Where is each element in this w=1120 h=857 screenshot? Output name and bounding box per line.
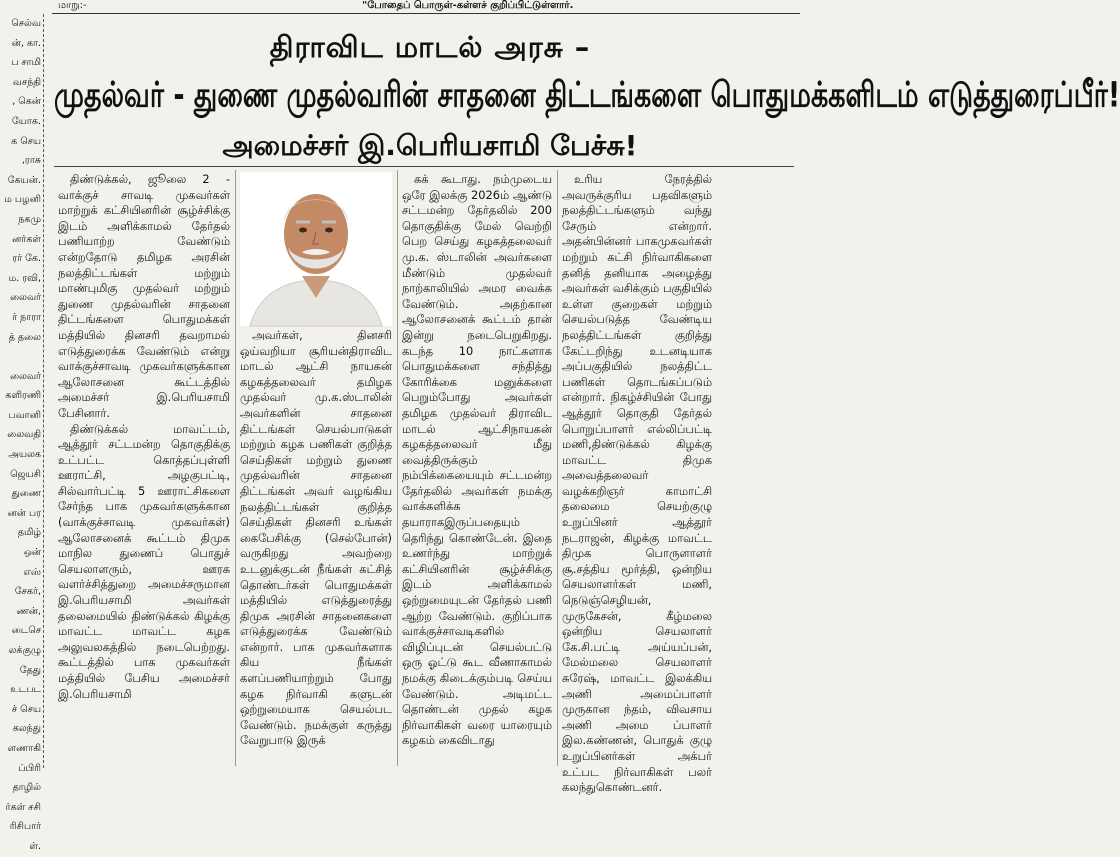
adjacent-article-line: தமிழ்: [17, 527, 41, 539]
headline-subtitle: அமைச்சர் இ.பெரியசாமி பேச்சு!: [222, 129, 638, 162]
adjacent-article-line: ம. ரவி,: [8, 272, 41, 284]
adjacent-article-line: ச் செய: [11, 703, 41, 715]
article-paragraph: அவர்கள், தினசரி ஒய்வறியா சூரியன்திராவிட மாடல் ஆட்சி நாயகன் கழகத்தலைவர் தமிழக முதல்வர் மு.க.ஸ்டாலின் அவர்களின் சாதனை திட்டங்கள் செயல்பாடுகள் மற்றும் கழக பணிகள் குறித்த செய்திகள் மற்றும் துணை முதல்வரின் சாதனை திட்டங்கள் அவர் வழங்கிய நலத்திட்டங்கள் குறித்த செய்திகள் தினசரி உங்கள் கைபேசிக்கு (செல்போன்) வருகிறது அவற்றை உடனுக்குடன் நீங்கள் கட்சித் தொண்டர்கள் பொதுமக்கள் மத்தியில் எடுத்துரைத்து திமுக அரசின் சாதனைகளை எடுத்துரைக்க வேண்டும் என்றார். பாக முகவர்களாக கிய நீங்கள் களப்பணியாற்றும் போது கழக நிர்வாகி களுடன் ஒற்றுமையாக செயல்பட வேண்டும். நமக்குள் கருத்து வேறுபாடு இருக்: [240, 328, 392, 748]
previous-article-strip: [52, 0, 800, 14]
adjacent-article-line: லக்குழு: [8, 645, 41, 656]
adjacent-article-line: ர் நாரா: [12, 311, 41, 323]
adjacent-article-line: தாழில்: [12, 782, 41, 794]
adjacent-article-line: தேது: [19, 664, 41, 676]
adjacent-article-line: லைவர்: [10, 292, 41, 304]
adjacent-article-line: லைவர்: [10, 370, 41, 382]
adjacent-article-line: ப்பிரி: [18, 762, 41, 774]
previous-article-fragment-left: மாறு:-: [58, 0, 87, 11]
headline-rule: [54, 166, 794, 167]
adjacent-article-line: லைவதி: [7, 429, 41, 441]
article-paragraph: உரிய நேரத்தில் அவருக்குரிய பதவிகளும் நலத்திட்டங்களும் வந்து சேரும் என்றார். அதன்பின்னர் பாகமுகவர்கள் மற்றும் கட்சி நிர்வாகிகளை தனித் தனியாக அழைத்து அவர்கள் வசிக்கும் பகுதியில் உள்ள குறைகள் மற்றும் செயல்படுத்த வேண்டிய நலத்திட்டங்கள் குறித்து கேட்டறிந்து உடனடியாக அப்பகுதியில் நலத்திட்ட பணிகள் தொடங்கப்படும் என்றார். நிகழ்ச்சியின் போது ஆத்தூர் தொகுதி தேர்தல் பொறுப்பாளர் எல்லிப்பட்டி மணி,திண்டுக்கல் கிழக்கு மாவட்ட திமுக அவைத்தலைவர் வழக்கறிஞர் காமாட்சி தலைமை செயற்குழு உறுப்பினர் ஆத்தூர் நடராஜன், கிழக்கு மாவட்ட திமுக பொருளாளர் சூ.சத்திய மூர்த்தி, ஒன்றிய செயலாளர்கள் மணி, நெடுஞ்செழியன், முருகேசன், கீழ்மலை ஒன்றிய செயலாளர் கே.சி.பட்டி அய்யப்பன், மேல்மலை செயலாளர் சுரேஷ், மாவட்ட இலக்கிய அணி அமைப்பாளர் முருகான ந்தம், விவசாய அணி அமை ப்பாளர் இல.கண்ணன், பொதுக் குழு உறுப்பினர்கள் அக்பர் உட்பட நிர்வாகிகள் பலர் கலந்துகொண்டனர்.: [562, 172, 712, 795]
adjacent-article-line: வசந்தி: [12, 76, 41, 88]
adjacent-article-line: [0, 347, 43, 367]
adjacent-article-line: கேயன்.: [7, 174, 41, 186]
adjacent-article-line: பவானி: [8, 409, 41, 421]
adjacent-article-line: ,ராசு: [21, 155, 41, 167]
adjacent-article-line: னர்கள்: [12, 233, 41, 245]
adjacent-article-line: யோக.: [12, 115, 41, 127]
adjacent-article-line: ப சாமி: [11, 57, 41, 69]
adjacent-article-line: நகமு: [18, 213, 41, 225]
article-column-2: [240, 328, 392, 764]
adjacent-article-strip: [0, 14, 44, 852]
adjacent-article-line: ளணாகி: [7, 742, 41, 754]
column-divider-1: [235, 170, 236, 766]
portrait-illustration: [240, 172, 392, 326]
minister-portrait: [240, 172, 392, 326]
adjacent-article-line: ரிசிபார்: [9, 821, 41, 833]
adjacent-article-line: னன் பர: [7, 507, 41, 519]
adjacent-article-line: சேகர்,: [14, 586, 41, 598]
adjacent-article-line: த் தலை: [8, 331, 41, 343]
article-paragraph: திண்டுக்கல், ஜூலை 2 - வாக்குச் சாவடி முகவர்கள் மாற்றுக் கட்சியினரின் சூழ்ச்சிக்கு இடம் அளிக்காமல் தேர்தல் பணியாற்ற வேண்டும் என்றதோடு தமிழக அரசின் நலத்திட்டங்கள் மற்றும் மாண்புமிகு முதல்வர் மற்றும் துணை முதல்வரின் சாதனை திட்டங்களை பொதுமக்கள் மத்தியில் தினசரி தவறாமல் எடுத்துரைக்க வேண்டும் என்று வாக்குச்சாவடி முகவர்களுக்கான ஆலோசனை கூட்டத்தில் அமைச்சர் இ.பெரியசாமி பேசினார்.: [58, 172, 230, 420]
article-column-4: [562, 172, 712, 795]
adjacent-article-line: ம பழனி: [4, 194, 41, 206]
adjacent-article-line: டைசெ: [11, 625, 41, 637]
adjacent-article-line: எஸ்: [23, 566, 41, 578]
article-column-3: [402, 172, 552, 764]
adjacent-article-line: ன், கா.: [11, 37, 41, 49]
article-paragraph: கக் கூடாது. நம்முடைய ஒரே இலக்கு 2026ம் ஆண்டு சட்டமன்ற தேர்தலில் 200 தொகுதிக்கு மேல் வெற்றி பெற செய்து கழகத்தலைவர் மு.க. ஸ்டாலின் அவர்களை மீண்டும் முதல்வர் நாற்காலியில் அமர வைக்க வேண்டும். அதற்கான ஆலோசனைக் கூட்டம் தான் இன்று நடைபெறுகிறது. கடந்த 10 நாட்களாக பொதுமக்களை சந்தித்து கோரிக்கை மனுக்களை பெறும்போது அவர்கள் தமிழக முதல்வர் திராவிட மாடல் ஆட்சிநாயகன் கழகத்தலைவர் மீது வைத்திருக்கும் நம்பிக்கையையும் சட்டமன்ற தேர்தலில் அவர்கள் நமக்கு வாக்களிக்க தயாராகஇருப்பதையும் தெரிந்து கொண்டேன். இதை உணர்ந்து மாற்றுக் கட்சியினரின் சூழ்ச்சிக்கு இடம் அளிக்காமல் ஒற்றுமையுடன் தேர்தல் பணி ஆற்ற வேண்டும். குறிப்பாக வாக்குச்சாவடிகளில் விழிப்புடன் செயல்பட்டு ஒரு ஓட்டு கூட வீணாகாமல் நமக்கு கிடைக்கும்படி செய்ய வேண்டும். அடிமட்ட தொண்டன் முதல் கழக நிர்வாகிகள் வரை யாரையும் கழகம் கைவிடாது: [402, 172, 552, 748]
adjacent-article-line: ணன்,: [16, 605, 41, 617]
adjacent-article-line: உடபட: [10, 684, 41, 696]
adjacent-article-line: செல்வ: [11, 18, 41, 29]
adjacent-article-line: க செய: [11, 135, 41, 147]
previous-article-fragment-right: "போதைப் பொருள்-கள்ளச் குறிப்பிட்டுள்ளார்.: [362, 0, 574, 11]
adjacent-article-line: , கென்: [12, 96, 41, 108]
adjacent-article-line: ரர் கே.: [12, 253, 41, 265]
adjacent-article-line: துணை: [11, 488, 41, 500]
adjacent-article-line: கலந்து: [12, 723, 41, 735]
column-divider-3: [557, 170, 558, 766]
adjacent-article-line: களிரணி: [5, 390, 41, 402]
adjacent-article-line: ஜெயசி: [10, 468, 41, 480]
column-divider-2: [397, 170, 398, 766]
adjacent-article-line: அயலக: [8, 449, 41, 461]
article-column-1: [58, 172, 230, 764]
article-paragraph: திண்டுக்கல் மாவட்டம், ஆத்தூர் சட்டமன்ற தொகுதிக்கு உட்பட்ட கொத்தப்புள்ளி ஊராட்சி, அழகுபட்டி, சில்வார்பட்டி 5 ஊராட்சிகளை சேர்ந்த பாக முகவர்களுக்கான (வாக்குச்சாவடி முகவர்கள்) ஆலோசனைக் கூட்டம் திமுக மாநில துணைப் பொதுச் செயலாளரும், ஊரக வளர்ச்சித்துறை அமைச்சருமான இ.பெரியசாமி அவர்கள் தலைமையில் திண்டுக்கல் கிழக்கு மாவட்ட மாவட்ட கழக அலுவலகத்தில் நடைபெற்றது. கூட்டத்தில் பாக முகவர்கள் மத்தியில் பேசிய அமைச்சர் இ.பெரியசாமி: [58, 421, 230, 701]
adjacent-article-line: ஒன்: [23, 547, 41, 559]
headline-kicker: திராவிட மாடல் அரசு –: [269, 30, 591, 64]
headline-main: முதல்வர் - துணை முதல்வரின் சாதனை திட்டங்களை பொதுமக்களிடம் எடுத்துரைப்பீர்!: [54, 75, 1120, 116]
adjacent-article-line: ள்.: [29, 840, 41, 852]
adjacent-article-line: ர்கள் சசி: [5, 801, 41, 813]
